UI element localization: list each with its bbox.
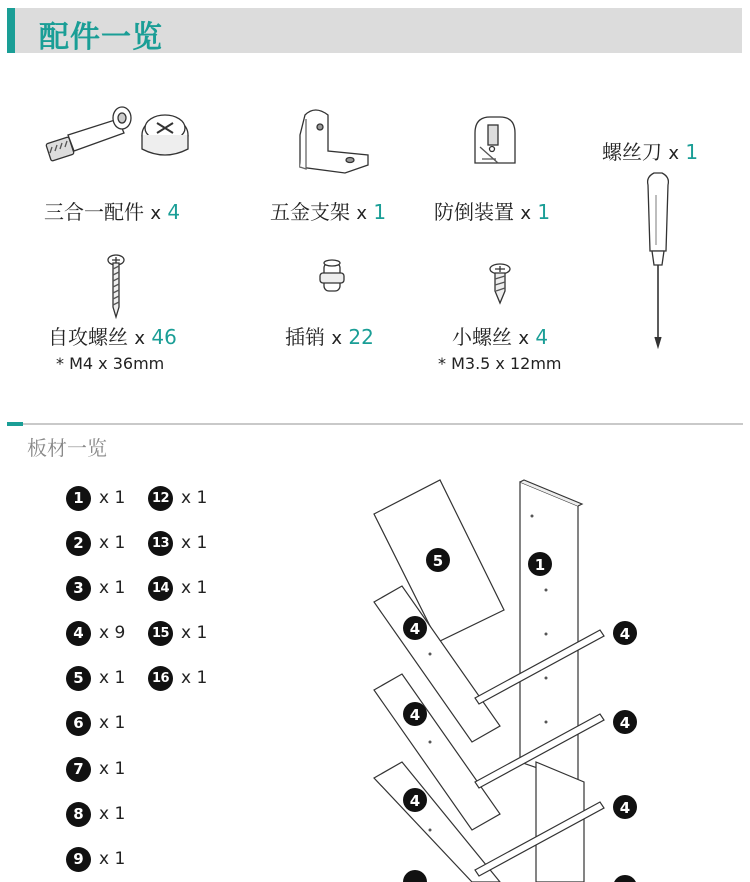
part-name: 三合一配件 [44,200,144,224]
board-item [66,619,125,647]
part-bracket [270,196,386,225]
small-screw-icon [490,264,510,303]
board-number-badge: 2 [66,531,91,556]
board-item [66,845,125,873]
board-number-badge: 16 [148,666,173,691]
diagram-badge [426,548,450,572]
part-qty: 4 [167,200,181,224]
screwdriver-icon [648,173,669,347]
board-qty: x 1 [99,849,126,869]
board-qty: x 1 [99,668,126,688]
board-number-badge: 12 [148,486,173,511]
part-x: x [150,203,162,224]
diagram-badge [403,702,427,726]
part-name: 防倒装置 [434,200,514,224]
section-header [7,8,742,53]
board-item [148,574,207,602]
board-number-badge: 4 [66,621,91,646]
board-qty: x 1 [181,488,208,508]
diagram-badge [403,616,427,640]
anti-tip-device-icon [475,117,515,163]
board-number-badge: 13 [148,531,173,556]
part-x: x [134,328,146,349]
board-item [66,664,125,692]
part-name: 五金支架 [270,200,350,224]
part-name: 自攻螺丝 [48,325,128,349]
board-number-badge: 7 [66,757,91,782]
board-item [148,619,207,647]
diagram-badge [613,621,637,645]
part-long-screw [48,321,177,350]
board-item [66,529,125,557]
board-number-badge: 9 [66,847,91,872]
dowel-pin-icon [320,260,344,291]
part-name: 插销 [285,325,325,349]
board-qty: x 9 [99,623,126,643]
board-qty: x 1 [99,578,126,598]
spec-small-screw: * M3.5 x 12mm [438,354,562,373]
board-qty: x 1 [181,623,208,643]
board-number-badge: 14 [148,576,173,601]
cam-bolt-icon [46,107,131,161]
board-qty: x 1 [181,668,208,688]
spec-long-screw: * M4 x 36mm [56,354,165,373]
part-x: x [518,328,530,349]
board-number-badge: 3 [66,576,91,601]
board-item [66,574,125,602]
part-x: x [668,143,680,164]
board-qty: x 1 [181,533,208,553]
l-bracket-icon [300,110,368,173]
section-divider [7,423,743,425]
board-item [66,484,125,512]
part-qty: 22 [348,325,374,349]
part-qty: 4 [535,325,549,349]
part-x: x [356,203,368,224]
board-number-badge: 1 [66,486,91,511]
board-item [148,529,207,557]
badge-4-text: 4 [619,799,631,817]
board-item [66,755,125,783]
board-qty: x 1 [99,759,126,779]
divider-accent [7,422,23,426]
board-number-badge: 6 [66,711,91,736]
board-number-badge: 5 [66,666,91,691]
part-x: x [520,203,532,224]
board-qty: x 1 [99,804,126,824]
board-item [148,664,207,692]
bookshelf-diagram [360,462,750,882]
diagram-badge [403,870,427,882]
part-small-screw [452,321,548,350]
header-accent-bar [7,8,15,53]
diagram-badge [613,795,637,819]
diagram-badge [613,875,637,882]
boards-title: 板材一览 [27,436,107,460]
cam-lock-icon [142,115,188,155]
page-title: 配件一览 [39,20,163,55]
part-screwdriver [602,136,698,165]
part-x: x [331,328,343,349]
part-dowel [285,321,374,350]
badge-4-text: 4 [619,625,631,643]
board-item [66,709,125,737]
badge-4-text: 4 [619,714,631,732]
board-item [66,800,125,828]
board-qty: x 1 [181,578,208,598]
part-qty: 1 [373,200,387,224]
board-qty: x 1 [99,713,126,733]
board-qty: x 1 [99,488,126,508]
board-number-badge: 15 [148,621,173,646]
badge-4-text: 4 [409,792,421,810]
self-tapping-screw-icon [108,255,124,317]
board-qty: x 1 [99,533,126,553]
part-cam-fitting [44,196,180,225]
diagram-badge [613,710,637,734]
badge-4-text: 4 [409,620,421,638]
part-qty: 1 [685,140,699,164]
part-name: 螺丝刀 [602,140,662,164]
part-anti-tip [434,196,550,225]
board-number-badge: 8 [66,802,91,827]
board-item [148,484,207,512]
diagram-badge [528,552,552,576]
badge-4-text: 4 [409,706,421,724]
part-name: 小螺丝 [452,325,512,349]
part-qty: 1 [537,200,551,224]
badge-5-text: 5 [432,552,444,570]
part-qty: 46 [151,325,177,349]
diagram-badge [403,788,427,812]
badge-1-text: 1 [534,556,546,574]
